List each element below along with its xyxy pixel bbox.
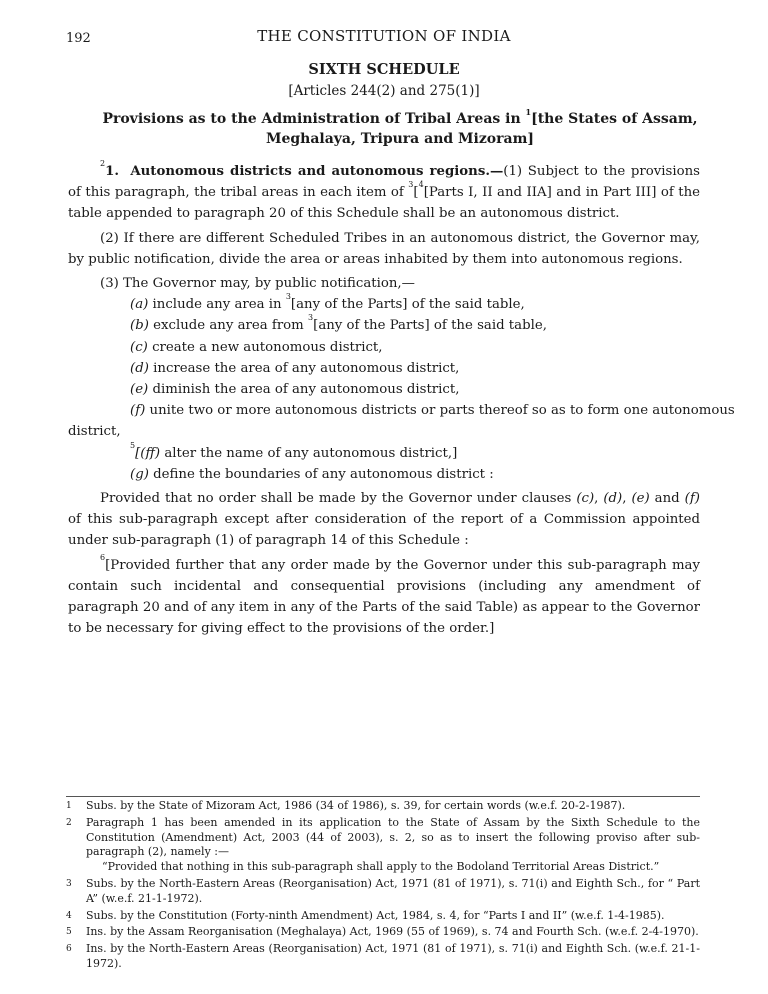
footnote-5 xyxy=(66,925,700,940)
clause-text: exclude any area from xyxy=(153,318,304,334)
clause-text: define the boundaries of any autonomous district : xyxy=(153,466,494,482)
heading-bracket: [the States of Assam, Meghalaya, Tripura and Mizoram] xyxy=(265,111,698,147)
schedule-body xyxy=(68,159,735,642)
footnote-ref: 5 xyxy=(130,440,136,450)
clause-label: (c) xyxy=(130,339,148,355)
footnote-ref: 6 xyxy=(100,552,106,562)
paragraph-text: [Parts I, II and IIA] and in Part III] of the table appended to paragraph 20 of this Schedule shall be an autonomous district. xyxy=(68,185,700,222)
footnotes xyxy=(66,799,700,974)
footnote-text: Ins. by the North-Eastern Areas (Reorganisation) Act, 1971 (81 of 1971), s. 71(i) and Eighth Sch. (w.e.f. 21-1-1972). xyxy=(86,942,700,970)
paragraph-number: 1. xyxy=(105,164,119,179)
footnote-3 xyxy=(66,877,700,907)
proviso-text: [Provided further that any order made by the Governor under this sub-paragraph may contain such incidental and consequential provisions (including any amendment of paragraph 20 and of any item in any of the Parts of the said Table) as appear to the Governor to be necessary for giving effect to the provisions of the order.] xyxy=(68,557,700,637)
paragraph-title: Autonomous districts and autonomous regions.— xyxy=(130,164,504,179)
clause-ref: (d) xyxy=(603,491,623,507)
clause-ref: (f) xyxy=(684,491,700,507)
paragraph-1 xyxy=(68,161,700,225)
clause-text: include any area in xyxy=(152,297,282,313)
footnote-2 xyxy=(66,816,700,875)
clause-ref: (e) xyxy=(631,491,650,507)
footnote-number: 3 xyxy=(66,878,72,889)
clause-text: alter the name of any autonomous district,] xyxy=(164,445,458,461)
schedule-articles: [Articles 244(2) and 275(1)] xyxy=(288,83,480,99)
footnote-ref: 3 xyxy=(408,180,414,190)
proviso-text: Provided that no order shall be made by the Governor under clauses xyxy=(100,491,572,507)
footnote-quote: “Provided that nothing in this sub-paragraph shall apply to the Bodoland Territorial Areas District.” xyxy=(102,860,660,874)
sub-paragraph-3-intro: (3) The Governor may, by public notification,— xyxy=(100,276,415,292)
footnote-number: 6 xyxy=(66,944,72,955)
clause-label: (g) xyxy=(130,466,149,482)
footnote-ref: 2 xyxy=(100,159,106,168)
clause-text: unite two or more autonomous districts or parts thereof so as to form one autonomous xyxy=(149,403,735,419)
footnote-ref: 4 xyxy=(418,180,424,190)
footnote-text: Paragraph 1 has been amended in its application to the State of Assam by the Sixth Schedule to the Constitution (Amendment) Act, 2003 (44 of 2003), s. 2, so as to insert the following proviso after sub-paragraph (2), namely :— xyxy=(86,815,700,859)
schedule-title: SIXTH SCHEDULE xyxy=(308,61,460,78)
clause-label: (e) xyxy=(130,382,149,398)
clause-c xyxy=(68,337,700,358)
clause-g xyxy=(68,464,700,485)
clause-text: [any of the Parts] of the said table, xyxy=(290,297,525,313)
clause-text: [any of the Parts] of the said table, xyxy=(313,318,547,334)
clause-label: (d) xyxy=(130,360,149,376)
footnote-text: Ins. by the Assam Reorganisation (Meghalaya) Act, 1969 (55 of 1969), s. 74 and Fourth Sch. (w.e.f. 2-4-1970). xyxy=(86,925,699,939)
footnote-number: 4 xyxy=(66,910,72,921)
clause-text: create a new autonomous district, xyxy=(152,339,383,355)
clause-ref: (c) xyxy=(576,491,595,507)
proviso-text: of this sub-paragraph except after consideration of the report of a Commission appointed under sub-paragraph (1) of paragraph 14 of this Schedule : xyxy=(68,512,700,549)
footnote-text: Subs. by the State of Mizoram Act, 1986 (34 of 1986), s. 39, for certain words (w.e.f. 20-2-1987). xyxy=(86,799,626,812)
clause-b xyxy=(68,315,700,336)
footnote-divider xyxy=(66,796,700,797)
page-number: 192 xyxy=(66,31,91,46)
clause-label: (f) xyxy=(130,403,146,419)
clause-d xyxy=(68,358,700,379)
heading-text: Provisions as to the Administration of Tribal Areas in xyxy=(102,111,521,127)
footnote-ref: 3 xyxy=(285,292,291,302)
proviso-1: Provided that no order shall be made by the Governor under clauses (c), (d), (e) and (f) of this sub-paragraph except after consideration of the report of a Commission appointed under sub-paragraph (1) of paragraph 14 of this Schedule : xyxy=(68,491,700,549)
footnote-text: Subs. by the Constitution (Forty-ninth Amendment) Act, 1984, s. 4, for “Parts I and II” (w.e.f. 1-4-1985). xyxy=(86,908,665,922)
paragraph-text: [ xyxy=(413,185,419,201)
footnote-4 xyxy=(66,909,700,924)
clause-a xyxy=(68,294,700,315)
schedule-heading xyxy=(100,109,700,149)
clause-label: (b) xyxy=(130,318,149,334)
footnote-text: Subs. by the North-Eastern Areas (Reorganisation) Act, 1971 (81 of 1971), s. 71(i) and Eighth Sch., for “ Part A” (w.e.f. 21-1-1972). xyxy=(86,876,700,905)
footnote-number: 2 xyxy=(66,817,72,828)
running-title: THE CONSTITUTION OF INDIA xyxy=(257,27,511,45)
clause-e xyxy=(68,379,700,400)
paragraph-text: (1) Subject to the provisions of this paragraph, the tribal areas in each item of xyxy=(68,164,700,201)
footnote-1 xyxy=(66,799,700,814)
proviso-2 xyxy=(68,552,700,640)
proviso-text: and xyxy=(654,491,680,507)
clause-ff xyxy=(68,440,700,464)
footnote-number: 1 xyxy=(66,801,72,811)
sub-paragraph-2: (2) If there are different Scheduled Tribes in an autonomous district, the Governor may, by public notification, divide the area or areas inhabited by them into autonomous regions. xyxy=(68,230,700,267)
footnote-ref: 3 xyxy=(308,313,314,323)
footnote-ref: 1 xyxy=(525,107,532,117)
clause-text: increase the area of any autonomous district, xyxy=(153,360,460,376)
clause-f-continued: district, xyxy=(68,424,121,440)
footnote-6 xyxy=(66,942,700,972)
clause-f xyxy=(68,400,735,421)
clause-text: diminish the area of any autonomous district, xyxy=(152,382,460,398)
clause-label: (a) xyxy=(130,297,149,313)
footnote-number: 5 xyxy=(66,927,72,938)
clause-label: [(ff) xyxy=(135,445,161,461)
